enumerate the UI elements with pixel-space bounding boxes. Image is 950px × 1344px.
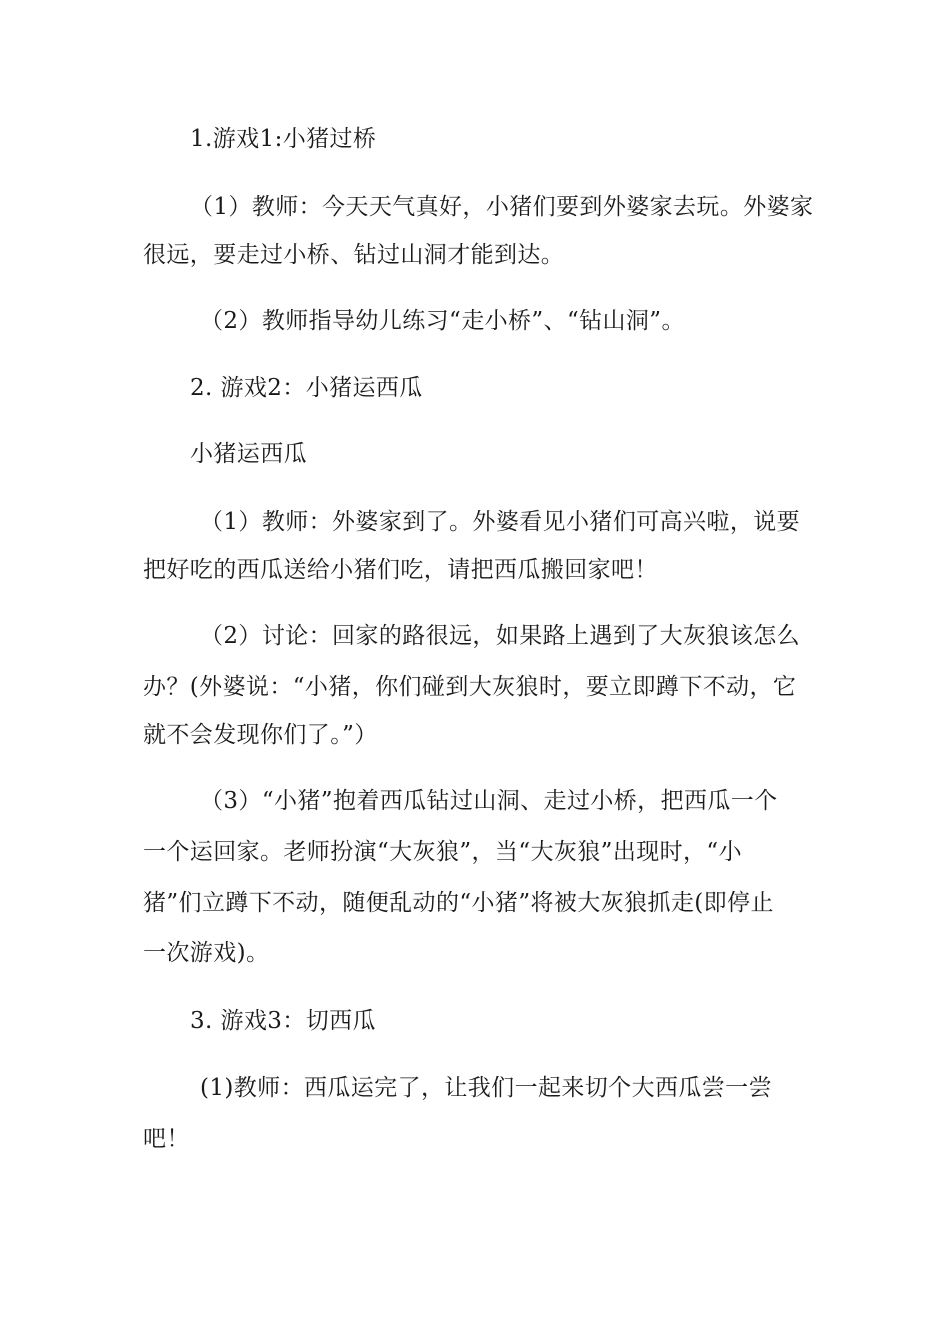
text-line: 就不会发现你们了。”）: [143, 722, 378, 748]
text-line: 3. 游戏3：切西瓜: [190, 1008, 376, 1034]
text-line: 猪”们立蹲下不动，随便乱动的“小猪”将被大灰狼抓走(即停止: [143, 890, 774, 916]
text-line: 2. 游戏2：小猪运西瓜: [190, 375, 423, 401]
text-line: 吧！: [143, 1126, 190, 1152]
text-line: 把好吃的西瓜送给小猪们吃，请把西瓜搬回家吧！: [143, 557, 658, 583]
text-line: 小猪运西瓜: [190, 441, 307, 467]
text-line: （1）教师：外婆家到了。外婆看见小猪们可高兴啦，说要: [200, 509, 801, 535]
text-line: (1)教师：西瓜运完了，让我们一起来切个大西瓜尝一尝: [200, 1075, 772, 1101]
text-line: （2）讨论：回家的路很远，如果路上遇到了大灰狼该怎么: [200, 623, 801, 649]
text-line: 1.游戏1:小猪过桥: [190, 126, 377, 152]
text-line: （1）教师：今天天气真好，小猪们要到外婆家去玩。外婆家: [190, 194, 814, 220]
text-line: 一次游戏)。: [143, 940, 270, 966]
text-line: （2）教师指导幼儿练习“走小桥”、“钻山洞”。: [200, 308, 685, 334]
text-line: 一个运回家。老师扮演“大灰狼”，当“大灰狼”出现时，“小: [143, 839, 742, 865]
text-line: 很远，要走过小桥、钻过山洞才能到达。: [143, 242, 565, 268]
text-line: （3）“小猪”抱着西瓜钻过山洞、走过小桥，把西瓜一个: [200, 788, 778, 814]
text-line: 办？(外婆说：“小猪，你们碰到大灰狼时，要立即蹲下不动，它: [143, 674, 797, 700]
